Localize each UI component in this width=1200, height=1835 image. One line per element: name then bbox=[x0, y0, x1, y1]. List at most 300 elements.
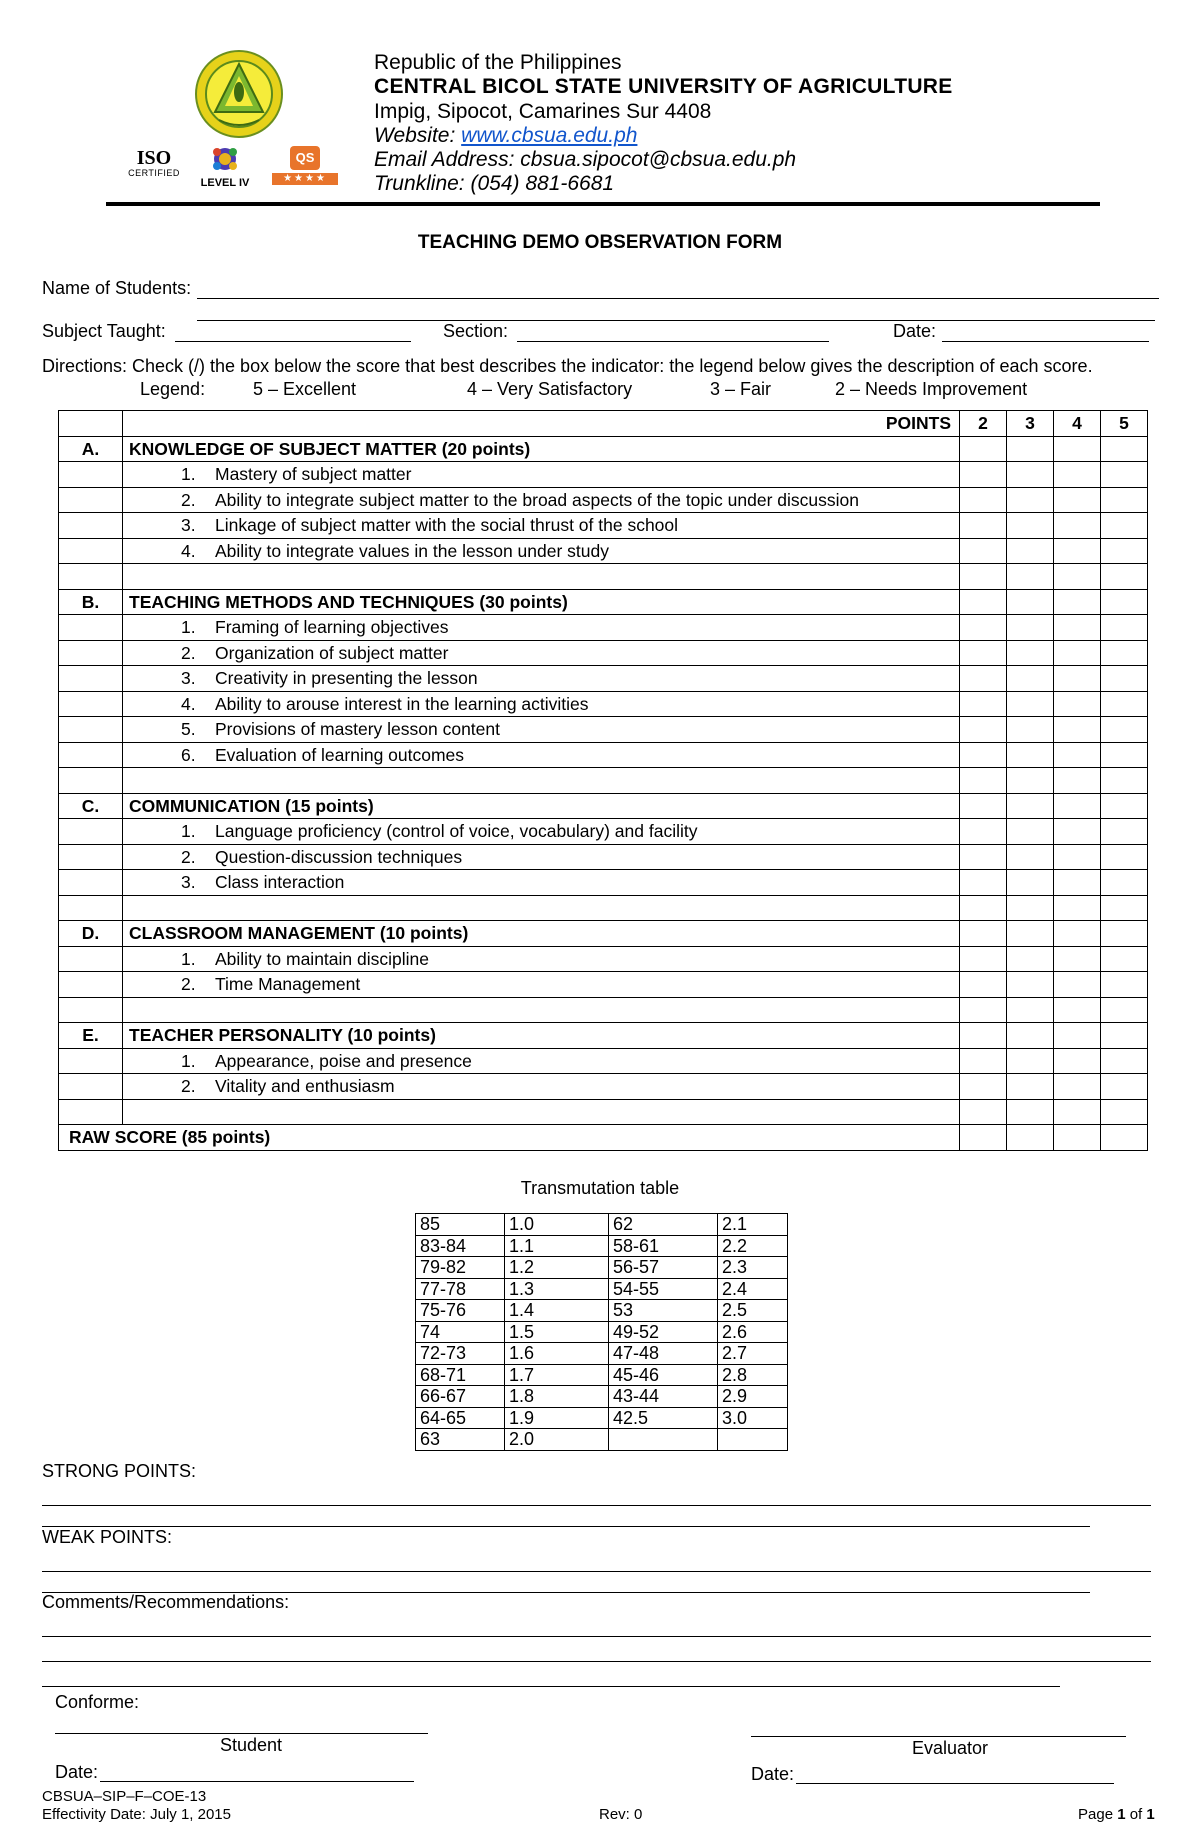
score-checkbox-cell[interactable] bbox=[1054, 946, 1101, 972]
section-title: COMMUNICATION (15 points) bbox=[123, 793, 960, 819]
score-checkbox-cell[interactable] bbox=[960, 921, 1007, 947]
score-checkbox-cell[interactable] bbox=[1054, 487, 1101, 513]
score-checkbox-cell[interactable] bbox=[1101, 487, 1148, 513]
score-checkbox-cell[interactable] bbox=[1054, 819, 1101, 845]
indicator-number: 2. bbox=[181, 489, 196, 510]
score-checkbox-cell[interactable] bbox=[1054, 564, 1101, 590]
score-checkbox-cell[interactable] bbox=[1007, 819, 1054, 845]
indicator-text: Organization of subject matter bbox=[215, 642, 449, 663]
indicator-text: Question-discussion techniques bbox=[215, 846, 463, 867]
score-checkbox-cell[interactable] bbox=[1007, 972, 1054, 998]
score-header: 2 bbox=[960, 411, 1007, 437]
score-checkbox-cell[interactable] bbox=[960, 1125, 1007, 1151]
score-checkbox-cell[interactable] bbox=[1054, 768, 1101, 794]
score-checkbox-cell[interactable] bbox=[960, 1023, 1007, 1049]
transmutation-cell: 1.3 bbox=[505, 1278, 609, 1300]
indicator-cell bbox=[123, 513, 960, 539]
directions-text: Directions: Check (/) the box below the score that best describes the indicator: the legend below gives the description of each score. bbox=[42, 356, 1093, 376]
indicator-row bbox=[59, 640, 1148, 666]
score-checkbox-cell[interactable] bbox=[960, 972, 1007, 998]
score-checkbox-cell[interactable] bbox=[960, 436, 1007, 462]
score-checkbox-cell[interactable] bbox=[1007, 1099, 1054, 1125]
transmutation-row bbox=[416, 1321, 788, 1343]
score-checkbox-cell[interactable] bbox=[1007, 564, 1054, 590]
score-checkbox-cell[interactable] bbox=[1101, 564, 1148, 590]
comments-line[interactable] bbox=[42, 1661, 1151, 1662]
score-checkbox-cell[interactable] bbox=[1054, 793, 1101, 819]
indicator-text: Linkage of subject matter with the social thrust of the school bbox=[215, 515, 679, 536]
score-checkbox-cell[interactable] bbox=[1007, 462, 1054, 488]
indicator-text: Language proficiency (control of voice, vocabulary) and facility bbox=[215, 821, 698, 842]
transmutation-cell bbox=[609, 1429, 718, 1451]
score-checkbox-cell[interactable] bbox=[1054, 615, 1101, 641]
transmutation-cell: 2.6 bbox=[718, 1321, 788, 1343]
conforme-label: Conforme: bbox=[55, 1692, 140, 1712]
weak-points-label: WEAK POINTS: bbox=[42, 1527, 173, 1547]
indicator-cell bbox=[123, 742, 960, 768]
score-checkbox-cell[interactable] bbox=[960, 513, 1007, 539]
section-row bbox=[59, 921, 1148, 947]
indicator-cell bbox=[123, 666, 960, 692]
transmutation-cell: 2.4 bbox=[718, 1278, 788, 1300]
score-checkbox-cell[interactable] bbox=[1054, 666, 1101, 692]
score-checkbox-cell[interactable] bbox=[1007, 997, 1054, 1023]
score-checkbox-cell[interactable] bbox=[1101, 538, 1148, 564]
score-checkbox-cell[interactable] bbox=[960, 462, 1007, 488]
indicator-cell bbox=[123, 1048, 960, 1074]
effectivity-date: Effectivity Date: July 1, 2015 bbox=[42, 1806, 231, 1823]
score-header: 5 bbox=[1101, 411, 1148, 437]
score-checkbox-cell[interactable] bbox=[1101, 946, 1148, 972]
score-checkbox-cell[interactable] bbox=[1007, 921, 1054, 947]
score-checkbox-cell[interactable] bbox=[1101, 436, 1148, 462]
score-checkbox-cell[interactable] bbox=[960, 1099, 1007, 1125]
indicator-row bbox=[59, 1074, 1148, 1100]
legend-item: 5 – Excellent bbox=[253, 379, 357, 399]
score-checkbox-cell[interactable] bbox=[1054, 1125, 1101, 1151]
score-checkbox-cell[interactable] bbox=[1101, 615, 1148, 641]
score-checkbox-cell[interactable] bbox=[1101, 793, 1148, 819]
indicator-row bbox=[59, 462, 1148, 488]
indicator-cell bbox=[123, 1074, 960, 1100]
blank-row bbox=[59, 997, 1148, 1023]
score-checkbox-cell[interactable] bbox=[1054, 640, 1101, 666]
score-checkbox-cell[interactable] bbox=[960, 870, 1007, 896]
transmutation-cell: 2.9 bbox=[718, 1386, 788, 1408]
indicator-cell bbox=[123, 717, 960, 743]
legend-item: 3 – Fair bbox=[710, 379, 772, 399]
score-checkbox-cell[interactable] bbox=[960, 640, 1007, 666]
blank-row bbox=[59, 564, 1148, 590]
strong-points-line[interactable] bbox=[42, 1526, 1090, 1527]
strong-points-label: STRONG POINTS: bbox=[42, 1461, 197, 1481]
indicator-cell bbox=[123, 538, 960, 564]
section-title: CLASSROOM MANAGEMENT (10 points) bbox=[123, 921, 960, 947]
indicator-text: Framing of learning objectives bbox=[215, 617, 449, 638]
flower-icon bbox=[195, 146, 255, 172]
iso-certified-badge: ISO CERTIFIED bbox=[128, 147, 180, 178]
transmutation-cell: 56-57 bbox=[609, 1257, 718, 1279]
transmutation-row bbox=[416, 1429, 788, 1451]
indicator-row bbox=[59, 666, 1148, 692]
score-checkbox-cell[interactable] bbox=[1101, 997, 1148, 1023]
indicator-number: 1. bbox=[181, 821, 196, 842]
qs-stars-badge: QS ★★★★ bbox=[272, 146, 338, 188]
student-date-field[interactable] bbox=[100, 1781, 414, 1782]
transmutation-row bbox=[416, 1278, 788, 1300]
transmutation-cell: 72-73 bbox=[416, 1343, 505, 1365]
indicator-number: 2. bbox=[181, 642, 196, 663]
score-checkbox-cell[interactable] bbox=[1054, 1099, 1101, 1125]
score-checkbox-cell[interactable] bbox=[1007, 742, 1054, 768]
transmutation-cell: 54-55 bbox=[609, 1278, 718, 1300]
indicator-text: Time Management bbox=[215, 974, 361, 995]
transmutation-cell: 1.8 bbox=[505, 1386, 609, 1408]
score-checkbox-cell[interactable] bbox=[1054, 589, 1101, 615]
indicator-row bbox=[59, 870, 1148, 896]
score-checkbox-cell[interactable] bbox=[1101, 870, 1148, 896]
blank-row bbox=[59, 768, 1148, 794]
transmutation-row bbox=[416, 1364, 788, 1386]
indicator-text: Ability to integrate values in the lesson under study bbox=[215, 540, 609, 561]
name-of-students-field-2[interactable] bbox=[197, 320, 1155, 321]
indicator-text: Appearance, poise and presence bbox=[215, 1050, 472, 1071]
score-checkbox-cell[interactable] bbox=[1054, 691, 1101, 717]
score-checkbox-cell[interactable] bbox=[960, 844, 1007, 870]
score-checkbox-cell[interactable] bbox=[1101, 972, 1148, 998]
score-checkbox-cell[interactable] bbox=[1101, 1099, 1148, 1125]
transmutation-cell: 63 bbox=[416, 1429, 505, 1451]
indicator-cell bbox=[123, 615, 960, 641]
score-checkbox-cell[interactable] bbox=[1101, 513, 1148, 539]
indicator-number: 6. bbox=[181, 744, 196, 765]
transmutation-row bbox=[416, 1257, 788, 1279]
score-checkbox-cell[interactable] bbox=[1007, 793, 1054, 819]
section-letter: B. bbox=[59, 589, 123, 615]
raw-score-label: RAW SCORE (85 points) bbox=[59, 1125, 960, 1151]
transmutation-cell: 1.5 bbox=[505, 1321, 609, 1343]
indicator-row bbox=[59, 1048, 1148, 1074]
transmutation-cell: 2.5 bbox=[718, 1300, 788, 1322]
section-row bbox=[59, 1023, 1148, 1049]
score-checkbox-cell[interactable] bbox=[1054, 742, 1101, 768]
section-letter: C. bbox=[59, 793, 123, 819]
transmutation-row bbox=[416, 1235, 788, 1257]
table-header-row bbox=[59, 411, 1148, 437]
indicator-row bbox=[59, 615, 1148, 641]
score-checkbox-cell[interactable] bbox=[1007, 615, 1054, 641]
score-checkbox-cell[interactable] bbox=[1101, 717, 1148, 743]
indicator-number: 1. bbox=[181, 464, 196, 485]
transmutation-cell: 45-46 bbox=[609, 1364, 718, 1386]
score-checkbox-cell[interactable] bbox=[1101, 921, 1148, 947]
transmutation-row bbox=[416, 1214, 788, 1236]
indicator-cell bbox=[123, 487, 960, 513]
evaluator-label: Evaluator bbox=[912, 1738, 989, 1758]
score-checkbox-cell[interactable] bbox=[960, 717, 1007, 743]
indicator-cell bbox=[123, 462, 960, 488]
score-checkbox-cell[interactable] bbox=[960, 1048, 1007, 1074]
indicator-number: 2. bbox=[181, 1076, 196, 1097]
score-checkbox-cell[interactable] bbox=[1101, 844, 1148, 870]
score-checkbox-cell[interactable] bbox=[960, 742, 1007, 768]
transmutation-row bbox=[416, 1407, 788, 1429]
score-checkbox-cell[interactable] bbox=[1101, 1074, 1148, 1100]
section-field[interactable] bbox=[517, 341, 829, 342]
indicator-text: Evaluation of learning outcomes bbox=[215, 744, 465, 765]
indicator-row bbox=[59, 717, 1148, 743]
score-checkbox-cell[interactable] bbox=[1101, 666, 1148, 692]
name-of-students-field[interactable] bbox=[197, 298, 1159, 299]
transmutation-cell: 49-52 bbox=[609, 1321, 718, 1343]
score-checkbox-cell[interactable] bbox=[1007, 538, 1054, 564]
section-row bbox=[59, 436, 1148, 462]
score-checkbox-cell[interactable] bbox=[1007, 844, 1054, 870]
points-header: POINTS bbox=[123, 411, 960, 437]
score-checkbox-cell[interactable] bbox=[1007, 1048, 1054, 1074]
score-checkbox-cell[interactable] bbox=[1101, 895, 1148, 921]
section-letter: A. bbox=[59, 436, 123, 462]
date-field[interactable] bbox=[942, 341, 1149, 342]
transmutation-cell: 1.6 bbox=[505, 1343, 609, 1365]
indicator-cell bbox=[123, 972, 960, 998]
form-code: CBSUA–SIP–F–COE-13 bbox=[42, 1788, 207, 1805]
indicator-row bbox=[59, 972, 1148, 998]
raw-score-row bbox=[59, 1125, 1148, 1151]
score-checkbox-cell[interactable] bbox=[1101, 1023, 1148, 1049]
stars-icon: ★★★★ bbox=[272, 173, 338, 185]
score-checkbox-cell[interactable] bbox=[1007, 487, 1054, 513]
score-checkbox-cell[interactable] bbox=[1101, 742, 1148, 768]
observation-table bbox=[58, 410, 1148, 1151]
transmutation-cell: 1.0 bbox=[505, 1214, 609, 1236]
transmutation-cell: 1.9 bbox=[505, 1407, 609, 1429]
section-title: KNOWLEDGE OF SUBJECT MATTER (20 points) bbox=[123, 436, 960, 462]
form-title: TEACHING DEMO OBSERVATION FORM bbox=[417, 232, 783, 253]
score-checkbox-cell[interactable] bbox=[1054, 717, 1101, 743]
indicator-text: Provisions of mastery lesson content bbox=[215, 719, 500, 740]
evaluator-date-label: Date: bbox=[751, 1764, 795, 1784]
indicator-row bbox=[59, 487, 1148, 513]
score-checkbox-cell[interactable] bbox=[1007, 870, 1054, 896]
blank-row bbox=[59, 1099, 1148, 1125]
transmutation-title: Transmutation table bbox=[520, 1178, 680, 1198]
score-checkbox-cell[interactable] bbox=[1054, 972, 1101, 998]
indicator-row bbox=[59, 819, 1148, 845]
indicator-text: Class interaction bbox=[215, 872, 345, 893]
score-checkbox-cell[interactable] bbox=[1054, 895, 1101, 921]
transmutation-cell: 1.4 bbox=[505, 1300, 609, 1322]
indicator-text: Creativity in presenting the lesson bbox=[215, 668, 478, 689]
weak-points-line[interactable] bbox=[42, 1571, 1151, 1572]
score-checkbox-cell[interactable] bbox=[1007, 589, 1054, 615]
section-title: TEACHING METHODS AND TECHNIQUES (30 points) bbox=[123, 589, 960, 615]
score-checkbox-cell[interactable] bbox=[1007, 1074, 1054, 1100]
transmutation-cell: 2.7 bbox=[718, 1343, 788, 1365]
evaluator-date-field[interactable] bbox=[796, 1783, 1114, 1784]
transmutation-cell: 2.8 bbox=[718, 1364, 788, 1386]
score-checkbox-cell[interactable] bbox=[960, 793, 1007, 819]
indicator-text: Ability to maintain discipline bbox=[215, 948, 429, 969]
section-letter: D. bbox=[59, 921, 123, 947]
header-divider bbox=[106, 202, 1100, 206]
score-checkbox-cell[interactable] bbox=[1054, 513, 1101, 539]
score-checkbox-cell[interactable] bbox=[1054, 997, 1101, 1023]
section-label: Section: bbox=[443, 321, 509, 341]
score-checkbox-cell[interactable] bbox=[1054, 1074, 1101, 1100]
score-checkbox-cell[interactable] bbox=[960, 666, 1007, 692]
transmutation-cell: 2.2 bbox=[718, 1235, 788, 1257]
transmutation-cell: 79-82 bbox=[416, 1257, 505, 1279]
score-checkbox-cell[interactable] bbox=[1007, 436, 1054, 462]
score-checkbox-cell[interactable] bbox=[960, 691, 1007, 717]
republic-line: Republic of the Philippines bbox=[374, 51, 622, 74]
score-checkbox-cell[interactable] bbox=[960, 589, 1007, 615]
score-checkbox-cell[interactable] bbox=[960, 538, 1007, 564]
transmutation-table bbox=[415, 1213, 788, 1451]
score-checkbox-cell[interactable] bbox=[1007, 946, 1054, 972]
score-checkbox-cell[interactable] bbox=[1054, 1048, 1101, 1074]
transmutation-cell: 66-67 bbox=[416, 1386, 505, 1408]
transmutation-cell bbox=[718, 1429, 788, 1451]
indicator-row bbox=[59, 513, 1148, 539]
score-checkbox-cell[interactable] bbox=[1007, 717, 1054, 743]
indicator-number: 2. bbox=[181, 974, 196, 995]
score-checkbox-cell[interactable] bbox=[960, 946, 1007, 972]
indicator-number: 3. bbox=[181, 872, 196, 893]
transmutation-cell: 1.1 bbox=[505, 1235, 609, 1257]
student-signature-line[interactable] bbox=[55, 1733, 428, 1734]
score-checkbox-cell[interactable] bbox=[960, 819, 1007, 845]
revision: Rev: 0 bbox=[599, 1806, 643, 1823]
score-checkbox-cell[interactable] bbox=[1054, 844, 1101, 870]
indicator-cell bbox=[123, 870, 960, 896]
comments-line[interactable] bbox=[42, 1686, 1060, 1687]
score-checkbox-cell[interactable] bbox=[1054, 1023, 1101, 1049]
score-checkbox-cell[interactable] bbox=[1101, 589, 1148, 615]
indicator-cell bbox=[123, 819, 960, 845]
date-label: Date: bbox=[893, 321, 937, 341]
website-link[interactable]: www.cbsua.edu.ph bbox=[461, 124, 638, 147]
score-checkbox-cell[interactable] bbox=[1007, 640, 1054, 666]
email-line: Email Address: cbsua.sipocot@cbsua.edu.ph bbox=[374, 148, 797, 171]
score-checkbox-cell[interactable] bbox=[1054, 462, 1101, 488]
score-checkbox-cell[interactable] bbox=[1054, 870, 1101, 896]
section-row bbox=[59, 589, 1148, 615]
score-checkbox-cell[interactable] bbox=[960, 487, 1007, 513]
indicator-row bbox=[59, 538, 1148, 564]
score-checkbox-cell[interactable] bbox=[1054, 921, 1101, 947]
score-checkbox-cell[interactable] bbox=[960, 768, 1007, 794]
transmutation-cell: 43-44 bbox=[609, 1386, 718, 1408]
transmutation-cell: 75-76 bbox=[416, 1300, 505, 1322]
score-checkbox-cell[interactable] bbox=[960, 997, 1007, 1023]
level-iv-accreditation-badge: LEVEL IV bbox=[195, 146, 255, 190]
indicator-number: 3. bbox=[181, 515, 196, 536]
page-number: Page 1 of 1 bbox=[1078, 1806, 1155, 1823]
score-checkbox-cell[interactable] bbox=[960, 564, 1007, 590]
indicator-number: 1. bbox=[181, 617, 196, 638]
transmutation-cell: 53 bbox=[609, 1300, 718, 1322]
score-checkbox-cell[interactable] bbox=[960, 895, 1007, 921]
university-seal-logo bbox=[195, 50, 283, 138]
score-checkbox-cell[interactable] bbox=[1007, 1125, 1054, 1151]
section-row bbox=[59, 793, 1148, 819]
student-label: Student bbox=[220, 1735, 283, 1755]
transmutation-cell: 68-71 bbox=[416, 1364, 505, 1386]
comments-line[interactable] bbox=[42, 1636, 1151, 1637]
score-checkbox-cell[interactable] bbox=[1101, 462, 1148, 488]
score-checkbox-cell[interactable] bbox=[1007, 513, 1054, 539]
indicator-cell bbox=[123, 691, 960, 717]
score-checkbox-cell[interactable] bbox=[960, 1074, 1007, 1100]
score-checkbox-cell[interactable] bbox=[1101, 1048, 1148, 1074]
strong-points-line[interactable] bbox=[42, 1505, 1151, 1506]
score-checkbox-cell[interactable] bbox=[1101, 1125, 1148, 1151]
indicator-number: 5. bbox=[181, 719, 196, 740]
comments-label: Comments/Recommendations: bbox=[42, 1592, 290, 1612]
transmutation-row bbox=[416, 1343, 788, 1365]
indicator-row bbox=[59, 691, 1148, 717]
legend-label: Legend: bbox=[140, 379, 206, 399]
score-checkbox-cell[interactable] bbox=[1007, 1023, 1054, 1049]
transmutation-cell: 62 bbox=[609, 1214, 718, 1236]
score-checkbox-cell[interactable] bbox=[1101, 640, 1148, 666]
indicator-row bbox=[59, 946, 1148, 972]
indicator-text: Vitality and enthusiasm bbox=[215, 1076, 395, 1097]
score-checkbox-cell[interactable] bbox=[1007, 768, 1054, 794]
legend-item: 2 – Needs Improvement bbox=[835, 379, 1028, 399]
transmutation-cell: 83-84 bbox=[416, 1235, 505, 1257]
score-checkbox-cell[interactable] bbox=[1007, 691, 1054, 717]
score-checkbox-cell[interactable] bbox=[1101, 819, 1148, 845]
indicator-number: 1. bbox=[181, 1050, 196, 1071]
university-address: Impig, Sipocot, Camarines Sur 4408 bbox=[374, 100, 712, 123]
score-checkbox-cell[interactable] bbox=[1007, 666, 1054, 692]
transmutation-cell: 1.2 bbox=[505, 1257, 609, 1279]
score-header: 3 bbox=[1007, 411, 1054, 437]
transmutation-cell: 74 bbox=[416, 1321, 505, 1343]
score-header: 4 bbox=[1054, 411, 1101, 437]
transmutation-row bbox=[416, 1300, 788, 1322]
subject-taught-field[interactable] bbox=[175, 341, 411, 342]
transmutation-row bbox=[416, 1386, 788, 1408]
indicator-row bbox=[59, 742, 1148, 768]
indicator-text: Ability to integrate subject matter to the broad aspects of the topic under discussion bbox=[215, 489, 859, 510]
student-date-label: Date: bbox=[55, 1762, 99, 1782]
transmutation-cell: 1.7 bbox=[505, 1364, 609, 1386]
indicator-number: 2. bbox=[181, 846, 196, 867]
indicator-number: 4. bbox=[181, 540, 196, 561]
score-checkbox-cell[interactable] bbox=[1101, 691, 1148, 717]
transmutation-cell: 77-78 bbox=[416, 1278, 505, 1300]
subject-taught-label: Subject Taught: bbox=[42, 321, 166, 341]
indicator-cell bbox=[123, 946, 960, 972]
university-name: CENTRAL BICOL STATE UNIVERSITY OF AGRICULTURE bbox=[374, 75, 953, 98]
section-title: TEACHER PERSONALITY (10 points) bbox=[123, 1023, 960, 1049]
evaluator-signature-line[interactable] bbox=[751, 1736, 1126, 1737]
indicator-cell bbox=[123, 844, 960, 870]
legend-item: 4 – Very Satisfactory bbox=[467, 379, 633, 399]
section-letter: E. bbox=[59, 1023, 123, 1049]
score-checkbox-cell[interactable] bbox=[1101, 768, 1148, 794]
transmutation-cell: 2.0 bbox=[505, 1429, 609, 1451]
score-checkbox-cell[interactable] bbox=[1054, 538, 1101, 564]
score-checkbox-cell[interactable] bbox=[1007, 895, 1054, 921]
transmutation-cell: 47-48 bbox=[609, 1343, 718, 1365]
score-checkbox-cell[interactable] bbox=[1054, 436, 1101, 462]
score-checkbox-cell[interactable] bbox=[960, 615, 1007, 641]
